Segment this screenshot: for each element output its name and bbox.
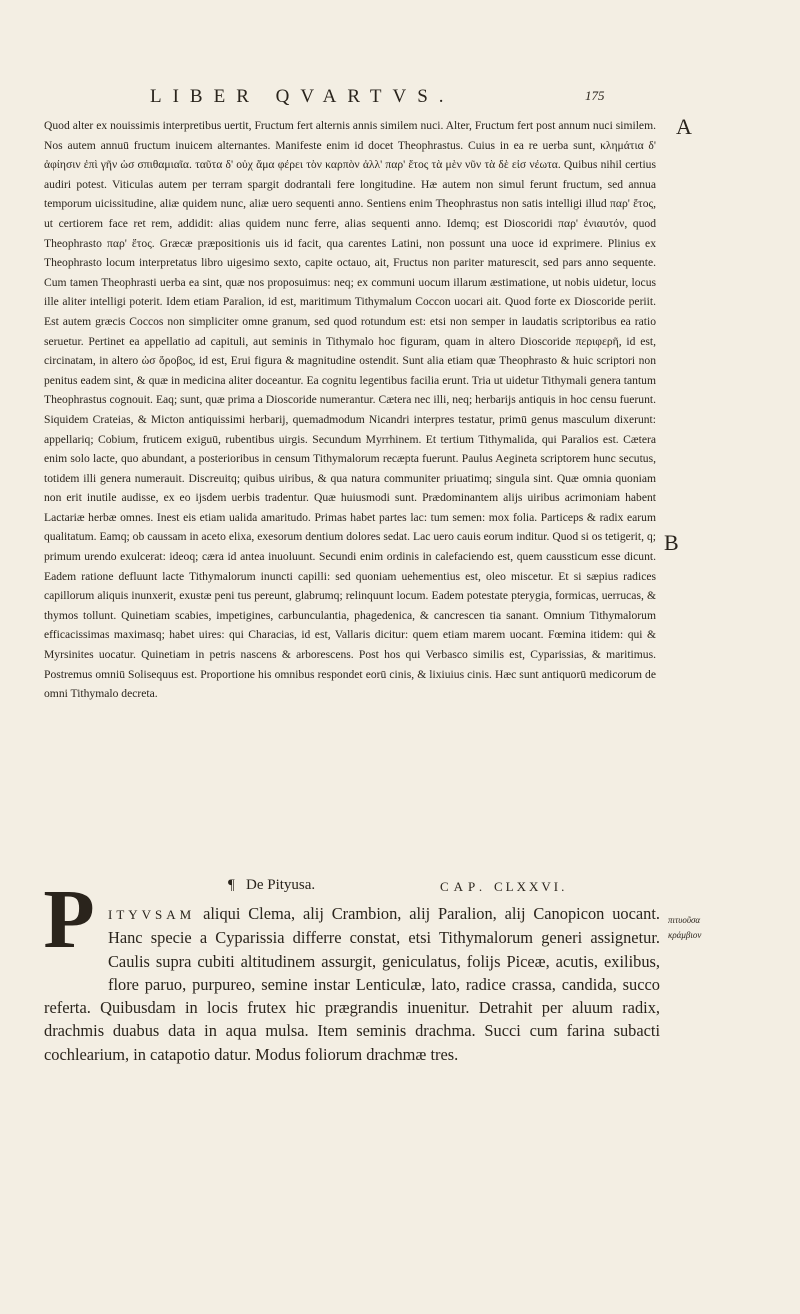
chapter-heading [44,877,656,899]
chapter-label: CAP. [440,879,488,894]
side-note-greek-2: κράμβιον [668,930,702,940]
chapter-text: aliqui Clema, alij Crambion, alij Paralion, alij Canopicon uocant. Hanc specie a Cyparissia differre constat, etsi Tithymalorum generi assignetur. Caulis supra cubiti altitudinem assurgit, geniculatus, folijs Piceæ, acutis, exilibus, flore paruo, purpureo, semine instar Lenticulæ, lato, radice crassa, candida, succo referta. Quibusdam in locis frutex hic prægrandis inuenitur. Detrahit per aluum radix, drachmis duabus data in aqua mulsa. Item seminis drachma. Succi cum farina subacti cochlearium, in catapotio datur. Modus foliorum drachmæ tres. [44,904,660,1064]
chapter-lead-caps: ITYVSAM [108,907,196,922]
main-text-block [44,116,656,704]
chapter-title: De Pityusa. [246,877,316,893]
running-title: LIBER QVARTVS. [150,86,455,107]
chapter-text-block [44,902,660,1066]
drop-cap-letter: P [43,873,95,966]
running-head [0,86,800,110]
side-note-greek-1: πιτυοῦσα [668,915,701,925]
pilcrow-mark: ¶ [228,877,235,893]
margin-letter-b: B [664,530,679,555]
chapter-number: CLXXVI. [494,879,568,894]
drop-cap-space [44,902,108,976]
folio-number: 175 [585,88,605,103]
body-paragraph: Quod alter ex nouissimis interpretibus uertit, Fructum fert alternis annis similem nuci. Alter, Fructum fert post annum nuci similem. Nos autem annuū fructum inuicem alternantes. Manifeste enim id docet Theophrastus. Cuius in ea re uerba sunt, κλημάτια δ' ἀφίησιν ἐπὶ γῆν ὡσ σπιθαμιαῖα. ταῦτα δ' οὐχ ἅμα φέρει τὸν καρπὸν ἀλλ' παρ' ἔτος τὰ μὲν νῦν τὰ δὲ εἰσ νέωτα. Quibus nihil certius audiri potest. Viticulas autem per terram spargit dodrantali fere longitudine. Hæ autem non simul ferunt fructum, sed annua temporum uicissitudine, aliæ quidem nunc, aliæ uero sequenti anno. Sentiens enim Theophrastus non satis intelligi illud παρ' ἔτος, ut certiorem face ret rem, addidit: alias quidem nunc ferre, alias sequenti anno. Idemq; est Dioscoridi παρ' ἐνιαυτόν, quod Theophrasto παρ' ἔτος. Græcæ præpositionis uis id facit, qua carentes Latini, non possunt una uoce id exprimere. Plinius ex Theophrasto locum interpretatus libro uigesimo sexto, capite octauo, ait, Fructus non pariter maturescit, sed pars anno sequente. Cum tamen Theophrasti uerba ea sint, quæ nos proposuimus: neq; ex communi uocum illarum æstimatione, ut nobis uidetur, locus ille aliter intelligi poterit. Idem etiam Paralion, id est, maritimum Tithymalum Coccon uocari ait. Quod forte ex Dioscoride periit. Est autem græcis Coccos non simpliciter omne granum, sed quod rotundum est: etsi non semper in laudatis scriptoribus ea ratio seruetur. Pertinet ea appellatio ad capituli, aut seminis in Tithymalo hoc figuram, quam in altero Dioscoride περιφερῆ, id est, circinatam, in altero ὡσ ὄροβος, id est, Erui figura & magnitudine ostendit. Sunt alia etiam quæ Theophrasto & huic scriptori non penitus eadem sint, & quæ in medicina aliter doceantur. Ea cognitu legentibus facilia erunt. Tria ut uidetur Tithymali genera tantum Theophrastus cognouit. Eaq; sunt, quæ prima a Dioscoride numerantur. Cætera nec illi, neq; herbarijs antiquis in hoc censu fuerunt. Siquidem Crateias, & Micton antiquissimi herbarij, quemadmodum Nicandri interpres testatur, primū genus masculum dixerunt: appellariq; Cobium, fruticem exiguū, rubentibus uirgis. Secundum Myrrhinem. Et tertium Tithymalida, qui Paralios est. Cætera enim solo lacte, quo abundant, a posterioribus in censum Tithymalorum recæpta fuerunt. Paulus Aegineta scriptorem hunc secutus, totidem illi genera numerauit. Discreuitq; quibus uiribus, & qua natura communiter priuatimq; singula sint. Quæ omnia quoniam non erit inutile audisse, ex eo ijsdem uerbis tradentur. Quæ huiusmodi sunt. Prædominantem alijs uiribus acrimoniam habent Lactariæ herbæ omnes. Inest eis etiam ualida amaritudo. Primas habet partes lac: tum semen: mox folia. Particeps & radix earum qualitatum. Eamq; ob caussam in aceto elixa, exesorum dentium dolores sedat. Lac uero cauis eorum inditur. Quod si os tetigerit, q; primum urendo exulcerat: ideoq; cæra id antea inuoluunt. Secundi enim ordinis in calefaciendo est, quem caussticum esse dicunt. Eadem ratione defluunt lacte Tithymalorum inuncti capilli: sed quoniam uehementius est, oleo miscetur. Et si sæpius radices capillorum aliquis inunxerit, exustæ peni tus pereunt, glabrumq; relinquunt locum. Eadem potestate pterygia, formicas, uerrucas, & thymos tollunt. Quinetiam scabies, impetigines, carbunculantia, phagedenica, & cancrescen tia sanant. Omnium Tithymalorum efficacissimas maximasq; habet uires: qui Characias, id est, Vallaris dicitur: quem etiam marem uocant. Fœmina itidem: qui & Myrsinites uocatur. Quinetiam in petris nascens & arborescens. Post hos qui Verbasco similis est, Cyparissias, & maritimus. Postremus omniū Solisequus est. Proportione his omnibus respondet eorū cinis, & lixiuius cinis. Hæc sunt antiquorū medicorum de omni Tithymalo decreta. [44,119,656,701]
margin-letter-a: A [676,114,692,139]
